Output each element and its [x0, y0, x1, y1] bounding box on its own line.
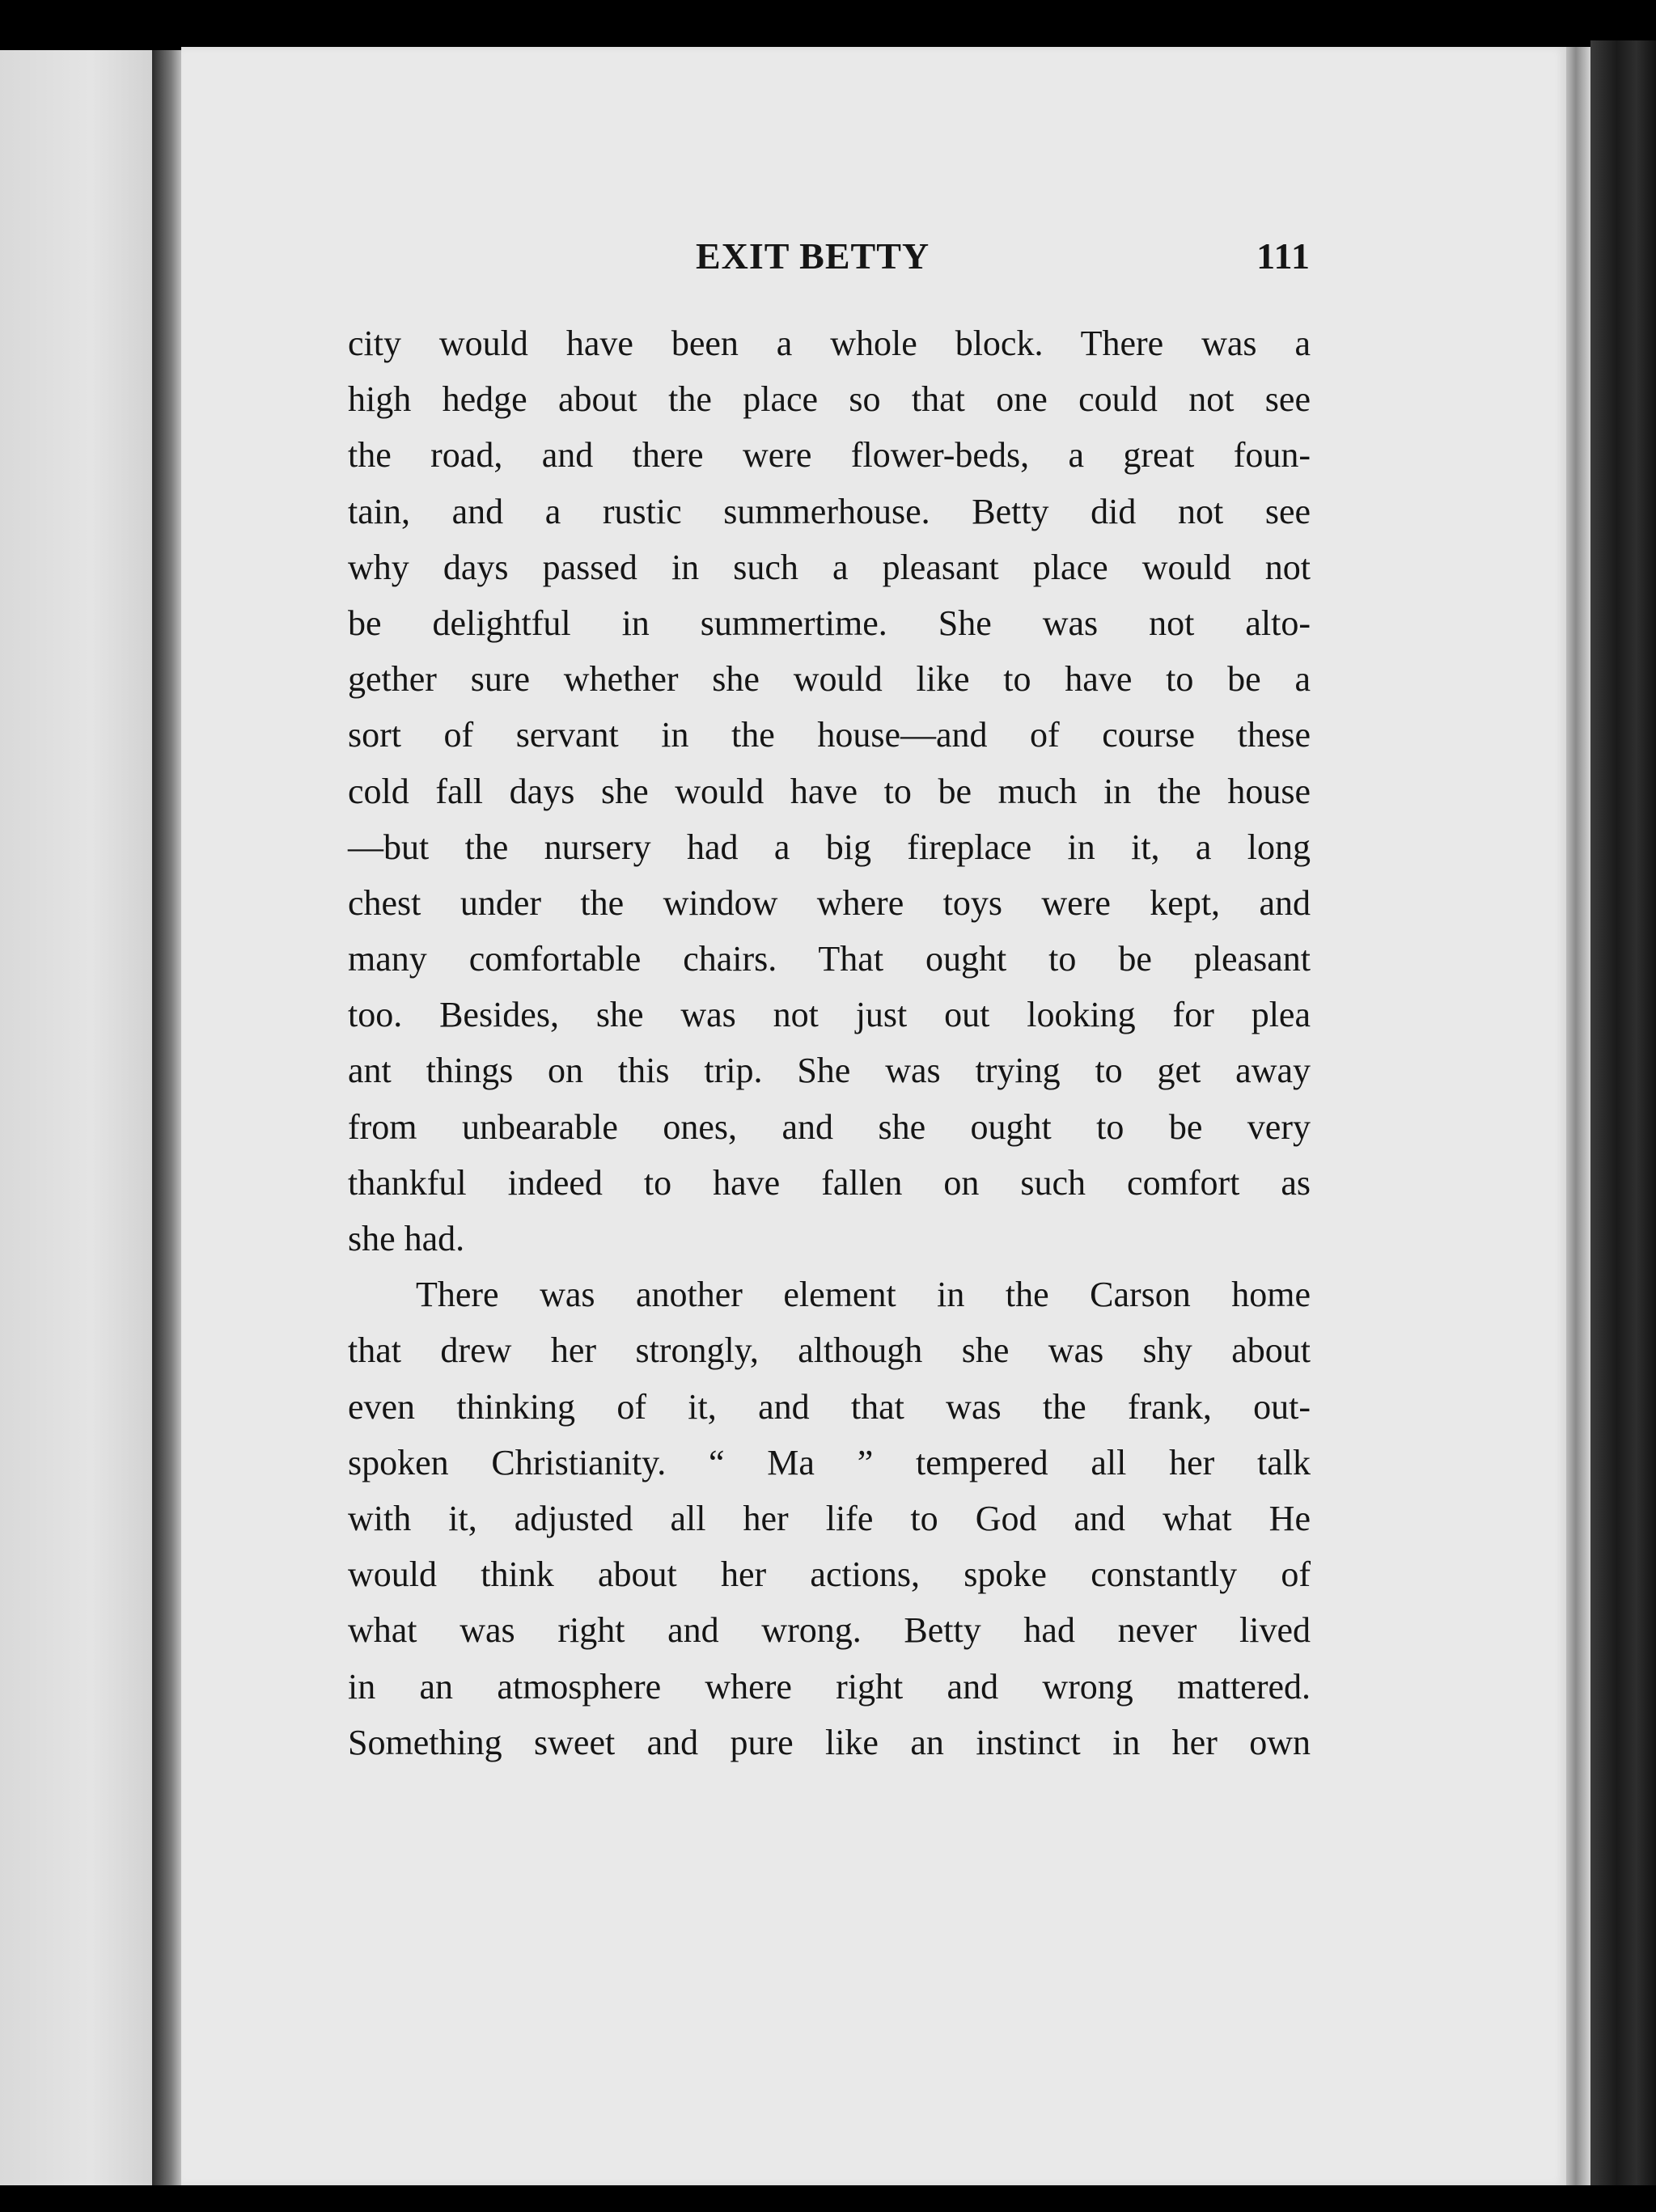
text-line: that drew her strongly, although she was shy about	[348, 1330, 1311, 1371]
text-line: she had.	[348, 1219, 465, 1258]
text-line: There was another element in the Carson home	[416, 1275, 1311, 1315]
body-text	[348, 315, 1311, 1770]
text-line: sort of servant in the house—and of course these	[348, 715, 1311, 755]
running-head-title: EXIT BETTY	[696, 235, 930, 277]
page-stack-edge	[1566, 47, 1590, 2185]
scan-border-top	[0, 0, 1656, 50]
running-head	[348, 235, 1311, 283]
book-cover-edge	[1590, 40, 1656, 2212]
scan-border-bottom	[0, 2185, 1656, 2212]
text-line: spoken Christianity. “ Ma ” tempered all her talk	[348, 1442, 1311, 1482]
text-line: what was right and wrong. Betty had never lived	[348, 1610, 1311, 1651]
text-line: too. Besides, she was not just out looking for plea	[348, 995, 1311, 1035]
text-line: city would have been a whole block. There was a	[348, 324, 1311, 363]
text-line: would think about her actions, spoke constantly of	[348, 1554, 1311, 1595]
facing-page-edge	[0, 50, 152, 2185]
paragraph-1	[348, 315, 1311, 1267]
text-line: even thinking of it, and that was the frank, out-	[348, 1386, 1311, 1427]
paragraph-2	[348, 1267, 1311, 1770]
text-line: high hedge about the place so that one could not see	[348, 379, 1311, 420]
text-line: be delightful in summertime. She was not alto-	[348, 603, 1311, 643]
book-gutter	[152, 50, 181, 2185]
text-line: tain, and a rustic summerhouse. Betty did not see	[348, 491, 1311, 531]
text-line: Something sweet and pure like an instinct in her own	[348, 1722, 1311, 1762]
text-line: ant things on this trip. She was trying to get away	[348, 1051, 1311, 1091]
text-line: cold fall days she would have to be much in the house	[348, 771, 1311, 811]
page-number: 111	[1256, 235, 1311, 277]
text-line: why days passed in such a pleasant place would not	[348, 547, 1311, 587]
text-line: with it, adjusted all her life to God and what He	[348, 1498, 1311, 1538]
text-line: —but the nursery had a big fireplace in it, a long	[348, 827, 1311, 867]
text-line: many comfortable chairs. That ought to be pleasant	[348, 939, 1311, 979]
text-line: thankful indeed to have fallen on such comfort as	[348, 1162, 1311, 1203]
text-line: the road, and there were flower-beds, a great foun-	[348, 435, 1311, 476]
text-line: from unbearable ones, and she ought to be very	[348, 1106, 1311, 1147]
text-line: chest under the window where toys were kept, and	[348, 882, 1311, 923]
text-line: gether sure whether she would like to have to be a	[348, 659, 1311, 700]
text-line: in an atmosphere where right and wrong mattered.	[348, 1666, 1311, 1707]
